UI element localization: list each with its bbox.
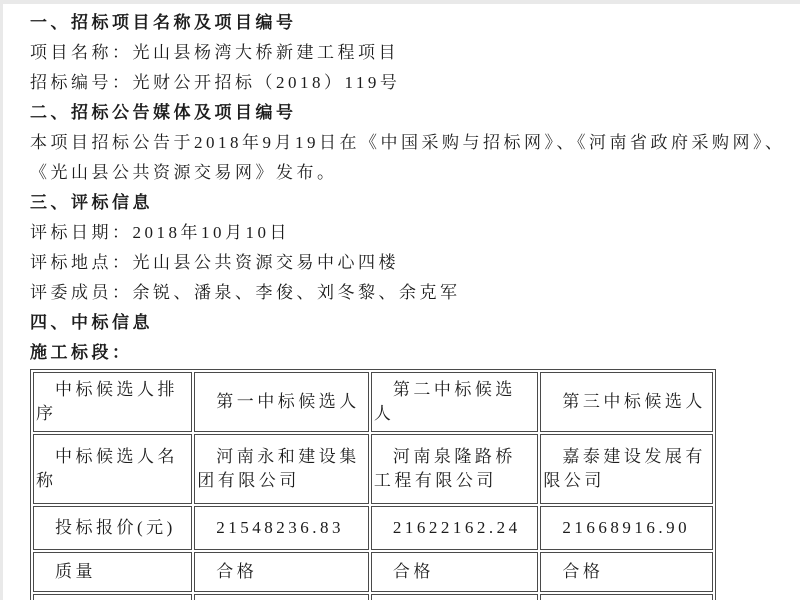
tender-number-line: 招标编号：光财公开招标（2018）119号 [30,73,401,92]
header-cell-second-candidate: 第二中标候选人 [371,372,538,432]
project-name-line: 项目名称：光山县杨湾大桥新建工程项目 [30,43,399,62]
candidate-name-first: 河南永和建设集团有限公司 [194,434,369,504]
announcement-line-1: 本项目招标公告于2018年9月19日在《中国采购与招标网》、《河南省政府采购网》、 [30,133,786,152]
bid-candidates-table [30,369,716,600]
evaluation-date-line: 评标日期：2018年10月10日 [30,223,290,242]
cut-off-row [33,594,713,600]
candidate-name-label: 中标候选人名称 [33,434,192,504]
candidate-name-row [33,434,713,504]
section-3-heading: 三、评标信息 [30,193,153,212]
quality-second: 合格 [371,552,538,592]
quality-row [33,552,713,592]
quality-label: 质量 [33,552,192,592]
bid-price-second: 21622162.24 [371,506,538,550]
committee-members-line: 评委成员：余锐、潘泉、李俊、刘冬黎、余克军 [30,283,461,302]
bid-price-label: 投标报价(元) [33,506,192,550]
header-cell-third-candidate: 第三中标候选人 [540,372,713,432]
header-cell-rank-label: 中标候选人排序 [33,372,192,432]
cut-off-cell [540,594,713,600]
section-4-heading: 四、中标信息 [30,313,153,332]
section-1-heading: 一、招标项目名称及项目编号 [30,13,297,32]
bid-price-first: 21548236.83 [194,506,369,550]
document-content [3,4,800,600]
table-header-row [33,372,713,432]
candidate-name-third: 嘉泰建设发展有限公司 [540,434,713,504]
header-cell-first-candidate: 第一中标候选人 [194,372,369,432]
quality-third: 合格 [540,552,713,592]
evaluation-location-line: 评标地点：光山县公共资源交易中心四楼 [30,253,399,272]
cut-off-cell [194,594,369,600]
quality-first: 合格 [194,552,369,592]
announcement-line-2: 《光山县公共资源交易网》发布。 [30,163,338,182]
candidate-name-second: 河南泉隆路桥工程有限公司 [371,434,538,504]
cut-off-cell [371,594,538,600]
construction-section-label: 施工标段： [30,343,133,362]
bid-price-row [33,506,713,550]
cut-off-cell [33,594,192,600]
section-2-heading: 二、招标公告媒体及项目编号 [30,103,297,122]
bid-price-third: 21668916.90 [540,506,713,550]
